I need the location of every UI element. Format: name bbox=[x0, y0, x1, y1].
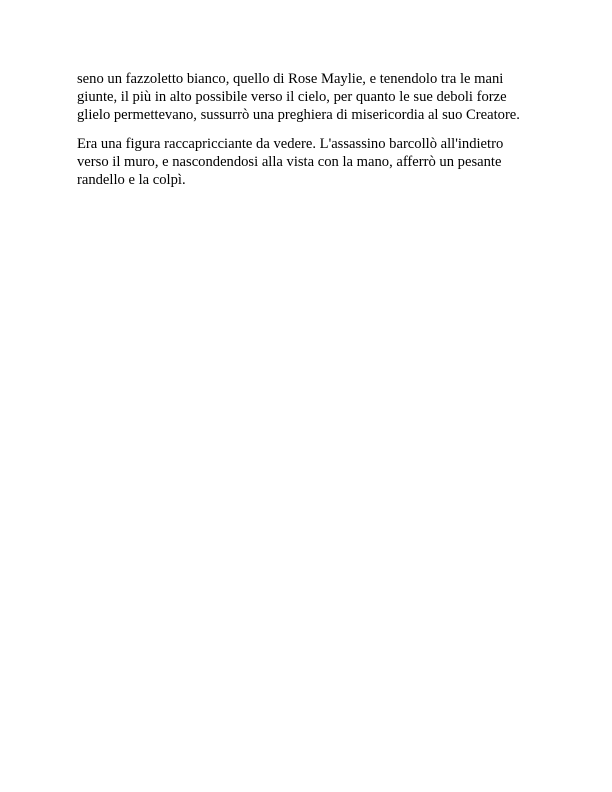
paragraph-2 bbox=[77, 135, 547, 189]
paragraph-line: randello e la colpì. bbox=[77, 172, 186, 188]
body-text bbox=[77, 70, 547, 200]
paragraph-1 bbox=[77, 70, 547, 124]
paragraph-line: Era una figura raccapricciante da vedere. L'assassino barcollò all'indietro bbox=[77, 136, 504, 152]
paragraph-line: seno un fazzoletto bianco, quello di Rose Maylie, e tenendolo tra le mani bbox=[77, 71, 504, 87]
paragraph-line: giunte, il più in alto possibile verso il cielo, per quanto le sue deboli forze bbox=[77, 89, 507, 105]
paragraph-line: verso il muro, e nascondendosi alla vista con la mano, afferrò un pesante bbox=[77, 154, 502, 170]
paragraph-line: glielo permettevano, sussurrò una preghiera di misericordia al suo Creatore. bbox=[77, 107, 520, 123]
